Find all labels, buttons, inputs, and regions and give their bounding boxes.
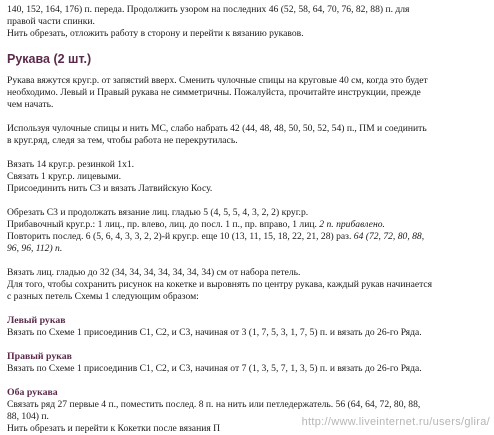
paragraph-line: Для того, чтобы сохранить рисунок на кокетке и выровнять по центру рукава, каждый рукав начинается: [7, 279, 433, 290]
intro-line: Нить обрезать, отложить работу в сторону и перейти к вязанию рукавов.: [7, 28, 304, 39]
paragraph-line: чем начать.: [7, 99, 54, 110]
paragraph-line: необходимо. Левый и Правый рукава не симметричны. Пожалуйста, прочитайте инструкции, прежде: [7, 87, 421, 98]
document-page: [7, 4, 491, 435]
subsection-title-left: Левый рукав: [7, 315, 66, 326]
paragraph-line: Связать 1 круг.р. лицевыми.: [7, 171, 122, 182]
paragraph-line: 96, 96, 112) п.: [7, 243, 63, 254]
text-run: Прибавочный круг.р.: 1 лиц., пр. влево, лиц. до посл. 1 п., пр. вправо, 1 лиц.: [7, 219, 320, 230]
watermark-link: http://www.liveinternet.ru/users/glira/: [301, 416, 490, 428]
paragraph-line: Вязать 14 круг.р. резинкой 1х1.: [7, 159, 135, 170]
text-run: Повторить послед. 6 (5, 6, 4, 3, 3, 2, 2)-й круг.р. еще 10 (13, 11, 15, 18, 22, 21, 28) раз.: [7, 231, 354, 242]
paragraph-line: Вязать по Схеме 1 присоединив С1, С2, и С3, начиная от 7 (1, 3, 5, 7, 1, 3, 5) п. и вязать до 26-го Ряда.: [7, 363, 422, 374]
emphasis-text: 2 п. прибавлено.: [319, 219, 385, 230]
paragraph-line: Рукава вяжутся круг.р. от запястий вверх. Сменить чулочные спицы на круговые 40 см, когда это будет: [7, 75, 428, 86]
paragraph-line: Нить обрезать и перейти к Кокетки после вязания П: [7, 423, 221, 434]
paragraph-line: [7, 231, 491, 243]
emphasis-text: 64 (72, 72, 80, 88,: [353, 231, 425, 242]
paragraph-line: Связать ряд 27 первые 4 п., поместить послед. 8 п. на нить или петледержатель. 56 (64, 64, 72, 80, 88,: [7, 399, 421, 410]
section-title: Рукава (2 шт.): [7, 52, 92, 66]
paragraph-line: в круг.ряд, следя за тем, чтобы работа не перекрутилась.: [7, 135, 238, 146]
paragraph-line: [7, 219, 491, 231]
paragraph-line: Обрезать С3 и продолжать вязание лиц. гладью 5 (4, 5, 5, 4, 3, 2, 2) круг.р.: [7, 207, 309, 218]
paragraph-line: Используя чулочные спицы и нить МС, слабо набрать 42 (44, 48, 48, 50, 50, 52, 54) п., ПМ и соединить: [7, 123, 427, 134]
paragraph-line: Вязать по Схеме 1 присоединив С1, С2, и С3, начиная от 3 (1, 7, 5, 3, 1, 7, 5) п. и вязать до 26-го Ряда.: [7, 327, 422, 338]
intro-line: 140, 152, 164, 176) п. переда. Продолжить узором на последних 46 (52, 58, 64, 70, 76, 82, 88) п. для: [7, 4, 410, 15]
intro-line: правой части спинки.: [7, 16, 95, 27]
subsection-title-right: Правый рукав: [7, 351, 72, 362]
subsection-title-both: Оба рукава: [7, 387, 58, 398]
paragraph-line: Присоединить нить С3 и вязать Латвийскую Косу.: [7, 183, 213, 194]
paragraph-line: Вязать лиц. гладью до 32 (34, 34, 34, 34, 34, 34, 34) см от набора петель.: [7, 267, 301, 278]
paragraph-line: с разных петель Схемы 1 следующим образом:: [7, 291, 199, 302]
paragraph-line: 88, 104) п.: [7, 411, 49, 422]
